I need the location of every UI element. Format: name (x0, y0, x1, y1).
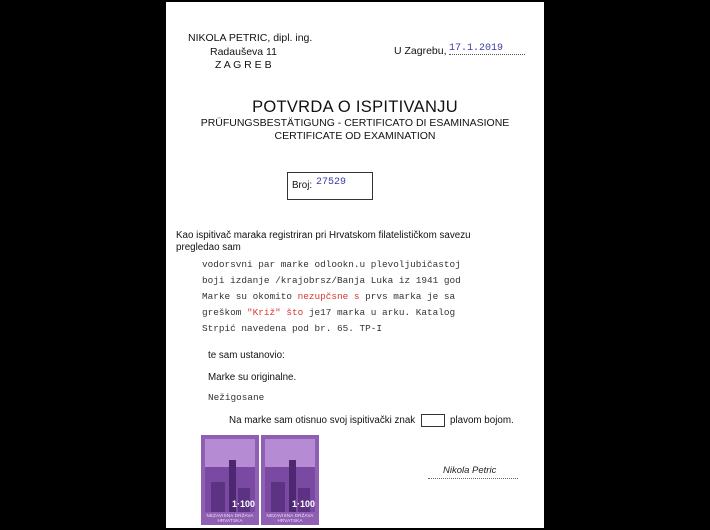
finding-unused: Nežigosane (208, 392, 265, 403)
stamp-value: 1·100 (291, 499, 315, 509)
certificate-title: POTVRDA O ISPITIVANJU (252, 98, 458, 116)
number-label: Broj: (292, 180, 313, 191)
subtitle-multilingual: PRÜFUNGSBESTÄTIGUNG - CERTIFICATO DI ESAMINASIONE (200, 117, 510, 129)
stamp-left (201, 435, 259, 525)
date-field: 17.1.2019 (449, 43, 525, 55)
stamp-pair (201, 435, 319, 525)
mark-note-text: Na marke sam otisnuo svoj ispitivački znak (229, 415, 416, 426)
issuer-name: NIKOLA PETRIC, dipl. ing. (188, 32, 313, 44)
mark-note-color: plavom bojom. (450, 415, 514, 426)
description-line-4: greškom "Križ" što je17 marka u arku. Katalog (202, 307, 456, 318)
intro-line-2: pregledao sam (176, 242, 241, 253)
intro-line-1: Kao ispitivač maraka registriran pri Hrvatskom filatelističkom savezu (176, 230, 471, 241)
stamp-value: 1·100 (231, 499, 255, 509)
stamp-caption: NEZAVISNA DRŽAVA HRVATSKA (266, 513, 314, 523)
issuer-city: Z A G R E B (215, 59, 272, 71)
place-label: U Zagrebu, (394, 45, 447, 57)
description-line-2: boji izdanje /krajobrsz/Banja Luka iz 1941 god (202, 275, 461, 286)
signature: Nikola Petric (443, 465, 497, 476)
certificate-sheet (166, 2, 544, 528)
description-line-3: Marke su okomito nezupčsne s prvs marka je sa (202, 291, 456, 302)
highlight-error: "Križ" što (247, 307, 304, 318)
finding-original: Marke su originalne. (208, 372, 297, 383)
stamp-right (261, 435, 319, 525)
stamp-caption: NEZAVISNA DRŽAVA HRVATSKA (206, 513, 254, 523)
issuer-street: Radauševa 11 (210, 46, 277, 58)
established-label: te sam ustanovio: (208, 350, 285, 361)
description-line-5: Strpić navedena pod br. 65. TP-I (202, 323, 383, 334)
highlight-imperforate: nezupčsne s (297, 291, 360, 302)
signature-line (428, 478, 518, 479)
subtitle-english: CERTIFICATE OD EXAMINATION (274, 130, 436, 142)
number-value: 27529 (316, 177, 347, 188)
description-line-1: vodorsvni par marke odlookn.u plevoljubičastoj (202, 259, 461, 270)
expert-mark-box (421, 414, 445, 427)
